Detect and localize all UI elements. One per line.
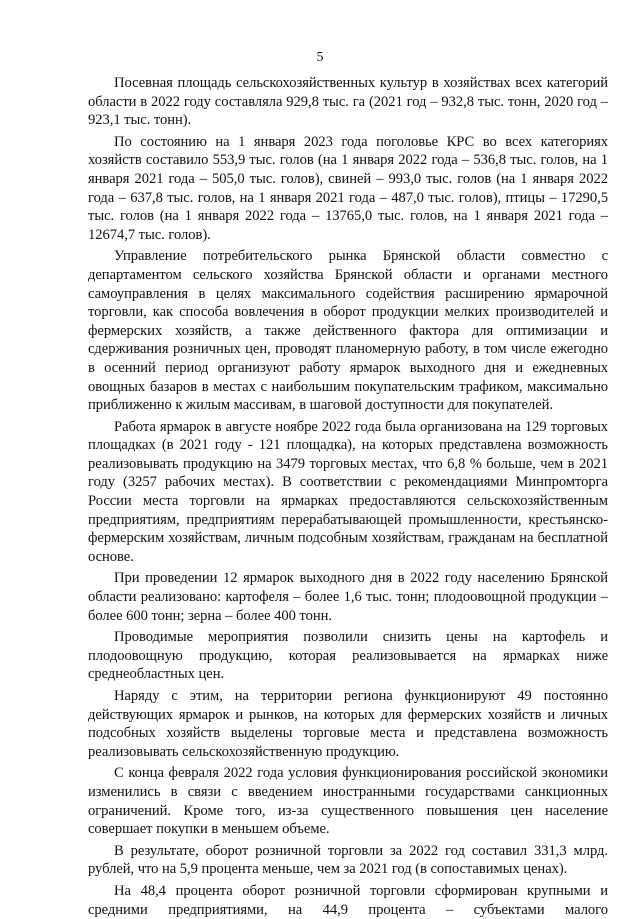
paragraph-price-reduction: Проводимые мероприятия позволили снизить цены на картофель и плодоовощную продукцию, которая реализовывается на ярмарках ниже среднеобластных цен.	[88, 629, 608, 683]
paragraph-livestock: По состоянию на 1 января 2023 года поголовье КРС во всех категориях хозяйств составило 553,9 тыс. голов (на 1 января 2022 года – 536,8 тыс. голов, на 1 января 2021 года – 505,0 тыс. голов), свиней – 993,0 тыс. голов (на 1 января 2022 года – 637,8 тыс. голов, на 1 января 2021 года – 487,0 тыс. голов), птицы – 17290,5 тыс. голов (на 1 января 2022 года – 13765,0 тыс. голов, на 1 января 2021 года – 12674,7 тыс. голов).	[88, 133, 608, 243]
paragraph-sanctions: С конца февраля 2022 года условия функционирования российской экономики изменились в связи с введением иностранными государствами санкционных ограничений. Кроме того, из-за существенного повышения цен население совершает покупки в меньшем объеме.	[88, 765, 608, 838]
paragraph-retail-structure: На 48,4 процента оборот розничной торговли сформирован крупными и средними предприятиями, на 44,9 процента – субъектами малого	[88, 882, 608, 918]
paragraph-weekend-fairs: При проведении 12 ярмарок выходного дня в 2022 году населению Брянской области реализовано: картофеля – более 1,6 тыс. тонн; плодоовощной продукции – более 600 тонн; зерна – более 400 тонн.	[88, 570, 608, 624]
paragraph-sown-area: Посевная площадь сельскохозяйственных культур в хозяйствах всех категорий области в 2022 году составляла 929,8 тыс. га (2021 год – 932,8 тыс. тонн, 2020 год – 923,1 тыс. тонн).	[88, 75, 608, 129]
page-number: 5	[316, 50, 324, 65]
paragraph-fair-trade-policy: Управление потребительского рынка Брянской области совместно с департаментом сельского хозяйства Брянской области и органами местного самоуправления в целях максимального содействия расширению ярмарочной торговли, как способа вовлечения в оборот продукции мелких производителей и фермерских хозяйств, а также действенного фактора для оптимизации и сдерживания розничных цен, проводят планомерную работу, в том числе ежегодно в осенний период организуют работу ярмарок выходного дня и ежедневных овощных базаров в местах с наибольшим покупательским трафиком, максимально приближенно к жилым массивам, в шаговой доступности для покупателей.	[88, 248, 608, 414]
paragraph-permanent-markets: Наряду с этим, на территории региона функционируют 49 постоянно действующих ярмарок и рынков, на которых для фермерских хозяйств и личных подсобных хозяйств выделены торговые места и представлена возможность реализовывать сельскохозяйственную продукцию.	[88, 688, 608, 760]
paragraph-fair-statistics: Работа ярмарок в августе ноябре 2022 года была организована на 129 торговых площадках (в 2021 году - 121 площадка), на которых представлена возможность реализовывать продукцию на 3479 торговых местах, что 6,8 % больше, чем в 2021 году (3257 рабочих местах). В соответствии с рекомендациями Минпромторга России места торговли на ярмарках предоставляются сельскохозяйственным предприятиям, предприятиям перерабатывающей промышленности, крестьянско-фермерским хозяйствам, личным подсобным хозяйствам, гражданам на бесплатной основе.	[88, 418, 608, 565]
paragraph-retail-turnover: В результате, оборот розничной торговли за 2022 год составил 331,3 млрд. рублей, что на 5,9 процента меньше, чем за 2021 год (в сопоставимых ценах).	[88, 842, 608, 878]
document-body	[88, 74, 608, 919]
